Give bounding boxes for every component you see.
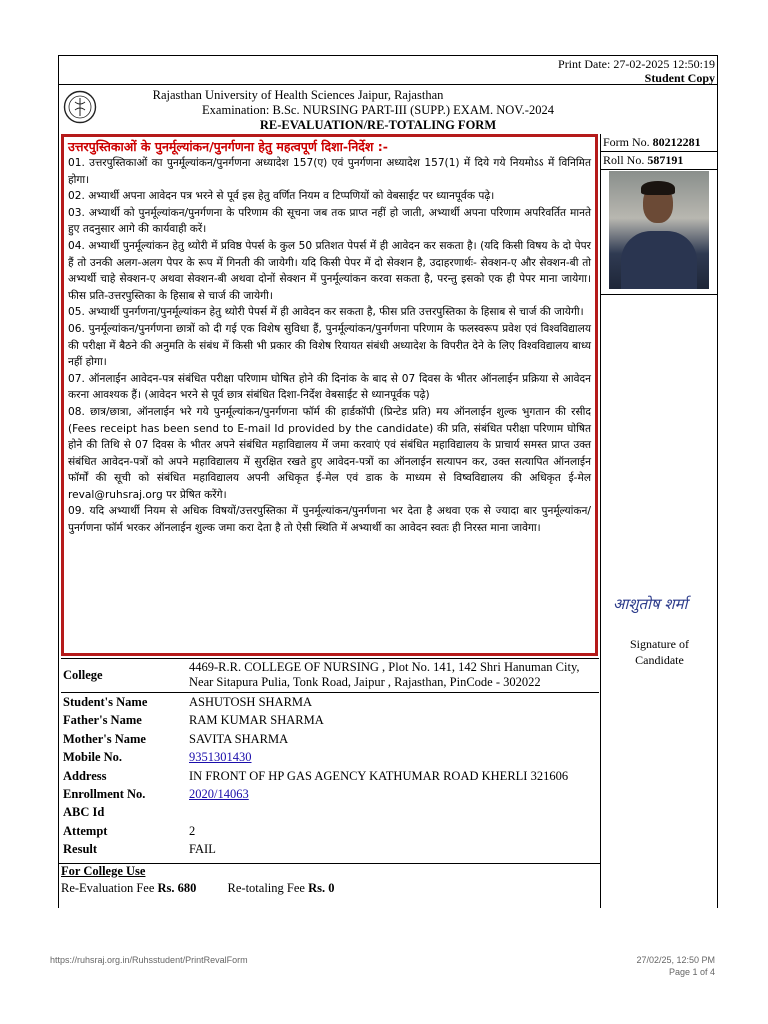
footer-datetime: 27/02/25, 12:50 PM <box>636 955 715 965</box>
mother-name: SAVITA SHARMA <box>189 731 289 746</box>
enrollment-link[interactable]: 2020/14063 <box>189 787 249 802</box>
detail-row: Result FAIL <box>61 840 599 858</box>
fees-row <box>59 879 600 897</box>
college-use-section <box>59 863 600 897</box>
print-date: Print Date: 27-02-2025 12:50:19 <box>558 57 715 71</box>
detail-row: Enrollment No. 2020/14063 <box>63 787 249 802</box>
divider <box>601 294 718 295</box>
detail-row: Address IN FRONT OF HP GAS AGENCY KATHUMAR ROAD KHERLI 321606 <box>61 767 599 785</box>
examination-title: Examination: B.Sc. NURSING PART-III (SUPP.) EXAM. NOV.-2024 <box>202 103 554 117</box>
result: FAIL <box>189 842 216 857</box>
candidate-photo <box>609 171 709 289</box>
footer-url: https://ruhsraj.org.in/Ruhsstudent/PrintRevalForm <box>50 955 248 965</box>
instruction-item: 04. अभ्यार्थी पुनर्मूल्यांकन हेतु थ्योरी में प्रविष्ठ पेपर्स के कुल 50 प्रतिशत पेपर्स में ही आवेदन कर सकता है। (यदि किसी विषय के दो पेपर हैं तो उनकी अलग-अलग पेपर के रूप में गिनती की जायेगी। यदि किसी पेपर में दो सेक्शन है, उदाहरणार्थः- सेक्शन-ए और सेक्शन-बी तो अभ्यर्थी चाहे सेक्शन-ए अथवा सेक्शन-बी अथवा दोनों सेक्शन में पुनर्मूल्यांकन करवा सकता है, परन्तु इसको एक ही पेपर माना जायेगा। फीस प्रति-उत्तरपुस्तिका के हिसाब से चार्ज की जायेगी। <box>68 239 591 302</box>
instruction-item: 09. यदि अभ्यार्थी नियम से अधिक विषयों/उत्तरपुस्तिका में पुनर्मूल्यांकन/पुनर्गणना भर देता है अथवा एक से ज्यादा बार पुनर्मूल्यांकन/पुनर्गणना फॉर्म भरकर ऑनलाईन शुल्क जमा करा देता है तो ऐसी स्थिति में अभ्यार्थी का आवेदन स्वतः ही निरस्त माना जावेगा। <box>68 505 591 535</box>
college-use-title: For College Use <box>61 864 146 878</box>
student-details <box>61 658 599 859</box>
father-name: RAM KUMAR SHARMA <box>189 713 324 728</box>
university-name: Rajasthan University of Health Sciences Jaipur, Rajasthan <box>152 88 444 102</box>
instruction-item: 05. अभ्यार्थी पुनर्गणना/पुनर्मूल्यांकन हेतु थ्योरी पेपर्स में ही आवेदन कर सकता है, फीस प्रति उत्तरपुस्तिका के हिसाब से चार्ज की जायेगी। <box>68 306 584 319</box>
instruction-item: 03. अभ्यार्थी को पुनर्मूल्यांकन/पुनर्गणना के परिणाम की सूचना जब तक प्राप्त नहीं हो जाती, अभ्यार्थी अपना परिणाम अपरिवर्तित मानते हुए तदनुसार आगे की कार्यवाही करें। <box>68 206 591 236</box>
divider <box>59 84 717 85</box>
instruction-item: 02. अभ्यार्थी अपना आवेदन पत्र भरने से पूर्व इस हेतु वर्णित नियम व टिप्पणियों को वेबसाईट पर ध्यानपूर्वक पढ़े। <box>68 190 495 203</box>
right-panel <box>600 134 718 908</box>
form-number: Form No. 80212281 <box>601 134 718 152</box>
detail-row: Mother's Name SAVITA SHARMA <box>61 730 599 748</box>
reeval-fee: Re-Evaluation Fee Rs. 680 <box>61 881 197 895</box>
detail-row: Attempt 2 <box>61 822 599 840</box>
instructions-box <box>61 134 598 656</box>
mobile-link[interactable]: 9351301430 <box>189 750 252 765</box>
instruction-item: 07. ऑनलाईन आवेदन-पत्र संबंधित परीक्षा परिणाम घोषित होने की दिनांक के बाद से 07 दिवस के भीतर ऑनलाईन प्रक्रिया से आवेदन करना आवश्यक हैं। (आवेदन भरने से पूर्व छात्र संबंधित दिशा-निर्देश वेबसाईट से ध्यानपूर्वक पढ़े) <box>68 372 592 402</box>
form-frame <box>58 55 718 908</box>
candidate-signature: आशुतोष शर्मा <box>613 595 688 613</box>
roll-number: Roll No. 587191 <box>601 152 718 170</box>
footer-page: Page 1 of 4 <box>668 967 715 977</box>
university-logo-icon <box>63 90 97 124</box>
college-value: 4469-R.R. COLLEGE OF NURSING , Plot No. 141, 142 Shri Hanuman City, Near Sitapura Pulia, Tonk Road, Jaipur , Rajasthan, PinCode - 302022 <box>189 660 580 689</box>
abc-id <box>189 803 599 821</box>
retotal-fee: Re-totaling Fee Rs. 0 <box>227 881 335 895</box>
address: IN FRONT OF HP GAS AGENCY KATHUMAR ROAD KHERLI 321606 <box>189 768 569 783</box>
student-copy-label: Student Copy <box>644 71 715 85</box>
student-name: ASHUTOSH SHARMA <box>189 695 313 709</box>
instruction-item: 01. उत्तरपुस्तिकाओं का पुनर्मूल्यांकन/पुनर्गणना अध्यादेश 157(ए) एवं पुनर्गणना अध्यादेश 157(1) में दिये गये नियमो‌ऽ‌ऽ में विनिमित होगा। <box>68 157 591 186</box>
detail-row: ABC Id <box>61 803 599 821</box>
college-label: College <box>63 668 103 682</box>
form-title: RE-EVALUATION/RE-TOTALING FORM <box>259 118 497 132</box>
signature-label: Signature of Candidate <box>630 637 689 667</box>
instruction-item: 06. पुनर्मूल्यांकन/पुनर्गणना छात्रों को दी गई एक विशेष सुविधा हैं, पुनर्मूल्यांकन/पुनर्गणना परिणाम के फलस्वरूप प्रवेश एवं विश्वविद्यालय की परीक्षा में बैठने की अनुमति के संबंध में किसी भी प्रकार की विशेष रियायत संबंधी अध्यादेश के विपरीत देने के लिए विश्वविद्यालय बाध्य नहीं होगा। <box>68 322 591 369</box>
instructions-title: उत्तरपुस्तिकाओं के पुनर्मूल्यांकन/पुनर्गणना हेतु महत्वपूर्ण दिशा-निर्देश :- <box>68 139 388 154</box>
detail-row: Student's Name ASHUTOSH SHARMA <box>61 693 599 711</box>
detail-row: Father's Name RAM KUMAR SHARMA <box>61 711 599 729</box>
college-row <box>61 658 599 693</box>
instruction-item: 08. छात्र/छात्रा, ऑनलाईन भरे गये पुनर्मूल्यांकन/पुनर्गणना फॉर्म की हार्डकॉपी (प्रिन्टेड प्रति) मय ऑनलाईन शुल्क भुगतान की रसीद (Fees receipt has been send to E-mail Id provided by the candidate) की प्रति, संबंधित परीक्षा परिणाम घोषित होने की तिथि से 07 दिवस के भीतर अपने संबंधित महाविद्यालय में जमा करवाएं एवं संबंधित महाविद्यालय के प्राचार्य समस्त प्राप्त उक्त संबंधित आवेदन-पत्रों को अपने महाविद्यालय में सुरक्षित रखते हुए आवेदन-पत्रों का ऑनलाईन सत्यापन कर, उक्त सत्यापित ऑनलाईन फॉर्मों की सूची को संबंधित महाविद्यालय अपनी अधिकृत ई-मेल एवं डाक के माध्यम से विष्वविद्यालय की अधिकृत ई-मेल reval@ruhsraj.org पर प्रेषित करेंगे। <box>68 405 591 501</box>
attempt: 2 <box>189 823 196 838</box>
detail-row: Mobile No. 9351301430 <box>63 750 252 765</box>
